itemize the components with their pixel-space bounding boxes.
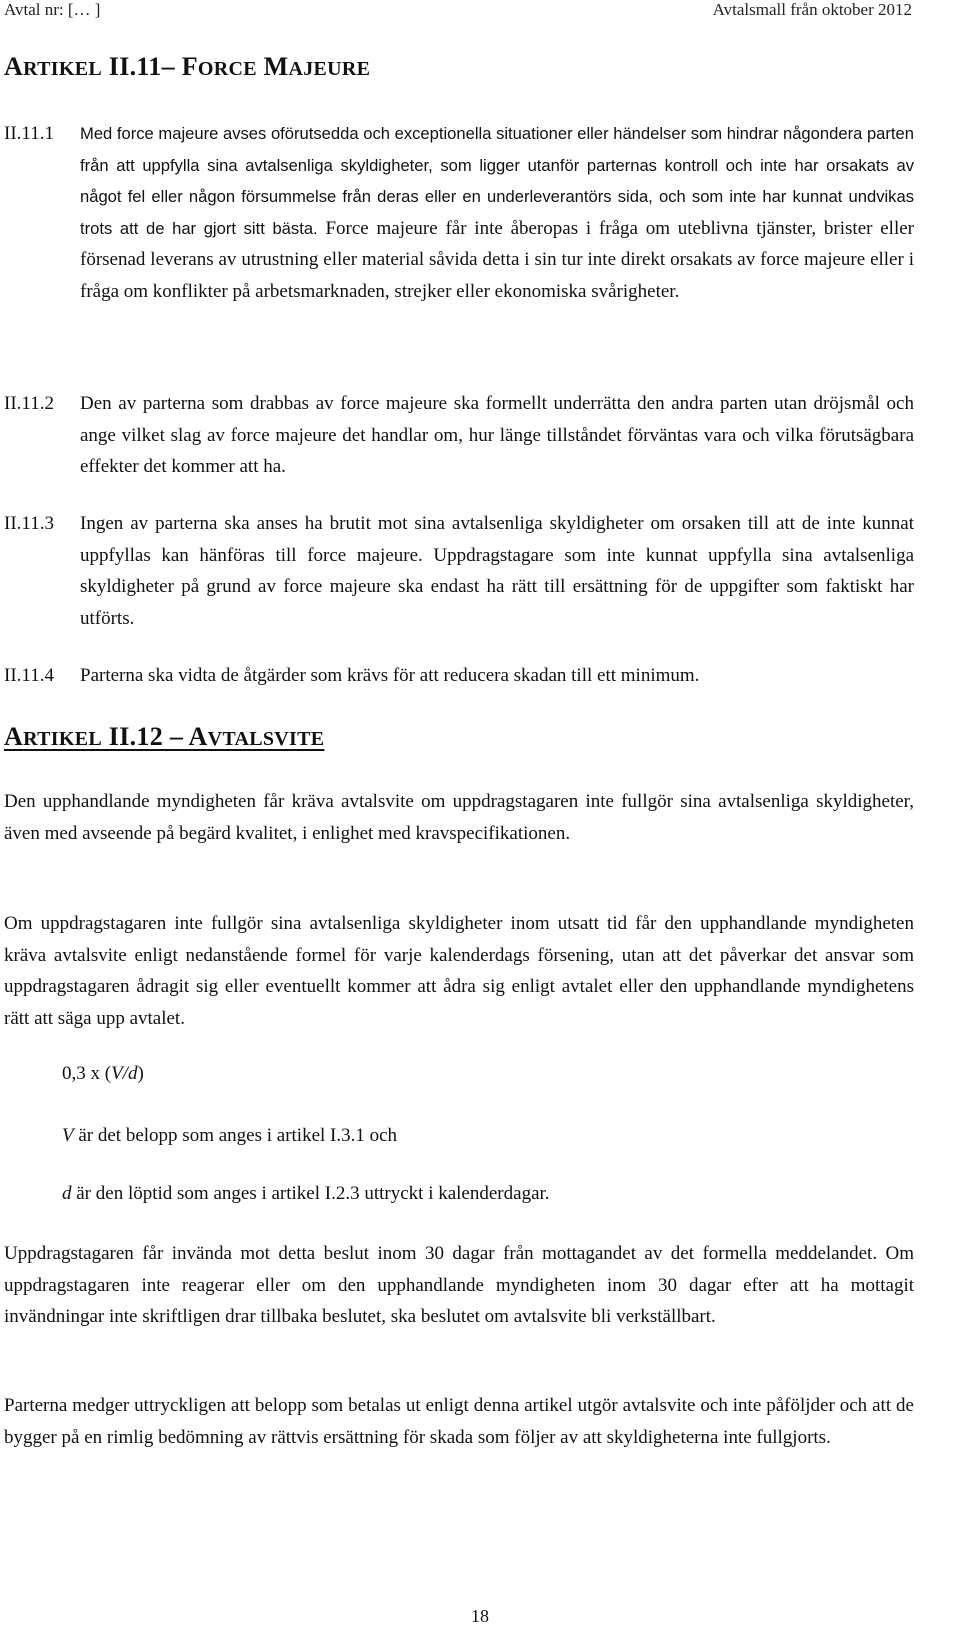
paragraph-4: Parterna medger uttryckligen att belopp som betalas ut enligt denna artikel utgör avtalsvite och inte påföljder och att de bygger på en rimlig bedömning av rättvis ersättning för skada som följer av att skyldigheterna inte fullgjorts. <box>4 1395 914 1448</box>
clause-text: Den av parterna som drabbas av force majeure ska formellt underrätta den andra parten utan dröjsmål och ange vilket slag av force majeure det handlar om, hur länge tillståndet förväntas vara och vilka förutsägbara effekter det kommer att ha. <box>80 393 914 477</box>
clause-number: II.11.3 <box>4 513 54 534</box>
clause-text: Ingen av parterna ska anses ha brutit mot sina avtalsenliga skyldigheter om orsaken till att de inte kunnat uppfyllas kan hänföras till force majeure. Uppdragstagare som inte kunnat uppfylla sina avtalsenliga skyldigheter på grund av force majeure ska endast ha rätt till ersättning för de uppgifter som faktiskt har utförts. <box>80 513 914 629</box>
definition-d: d är den löptid som anges i artikel I.2.3 uttryckt i kalenderdagar. <box>62 1183 550 1204</box>
clause-11-2 <box>4 388 914 483</box>
clause-text: Med force majeure avses oförutsedda och exceptionella situationer eller händelser som hindrar någondera parten från att uppfylla sina avtalsenliga skyldigheter, som ligger utanför parternas kontroll och inte har orsakats av något fel eller någon försummelse från deras eller en underleverantörs sida, och som inte har kunnat undvikas trots att de har gjort sitt bästa. Force majeure får inte åberopas i fråga om uteblivna tjänster, brister eller försenad leverans av utrustning eller material såvida detta i sin tur inte direkt orsakats av force majeure eller i fråga om konflikter på arbetsmarknaden, strejker eller ekonomiska svårigheter. <box>80 124 915 302</box>
clause-11-1 <box>4 118 914 307</box>
article-12-heading: ARTIKEL II.12 – AVTALSVITE <box>4 722 325 751</box>
paragraph-3: Uppdragstagaren får invända mot detta beslut inom 30 dagar från mottagandet av det formella meddelandet. Om uppdragstagaren inte reagerar eller om den upphandlande myndigheten inom 30 dagar efter att ha mottagit invändningar inte skriftligen drar tillbaka beslutet, ska beslutet om avtalsvite bli verkställbart. <box>4 1243 914 1327</box>
paragraph-2: Om uppdragstagaren inte fullgör sina avtalsenliga skyldigheter inom utsatt tid får den upphandlande myndigheten kräva avtalsvite enligt nedanstående formel för varje kalenderdags försening, utan att det påverkar det ansvar som uppdragstagaren ådragit sig eller eventuellt kommer att ådra sig enligt avtalet eller den upphandlande myndighetens rätt att säga upp avtalet. <box>4 913 914 1029</box>
definition-v: V är det belopp som anges i artikel I.3.1 och <box>62 1125 398 1146</box>
paragraph-1: Den upphandlande myndigheten får kräva avtalsvite om uppdragstagaren inte fullgör sina avtalsenliga skyldigheter, även med avseende på begärd kvalitet, i enlighet med kravspecifikationen. <box>4 791 914 844</box>
formula: 0,3 x (V/d) <box>62 1063 144 1084</box>
page-header <box>4 0 912 26</box>
clause-11-3 <box>4 508 914 634</box>
contract-number-label: Avtal nr: [… ] <box>4 0 101 19</box>
clause-number: II.11.4 <box>4 665 54 686</box>
clause-11-4 <box>4 660 914 692</box>
page-number: 18 <box>471 1606 489 1626</box>
article-11-heading: ARTIKEL II.11– FORCE MAJEURE <box>4 52 371 81</box>
clause-number: II.11.1 <box>4 123 54 144</box>
template-date-label: Avtalsmall från oktober 2012 <box>712 0 912 19</box>
clause-text: Parterna ska vidta de åtgärder som krävs för att reducera skadan till ett minimum. <box>80 665 700 686</box>
clause-number: II.11.2 <box>4 393 54 414</box>
